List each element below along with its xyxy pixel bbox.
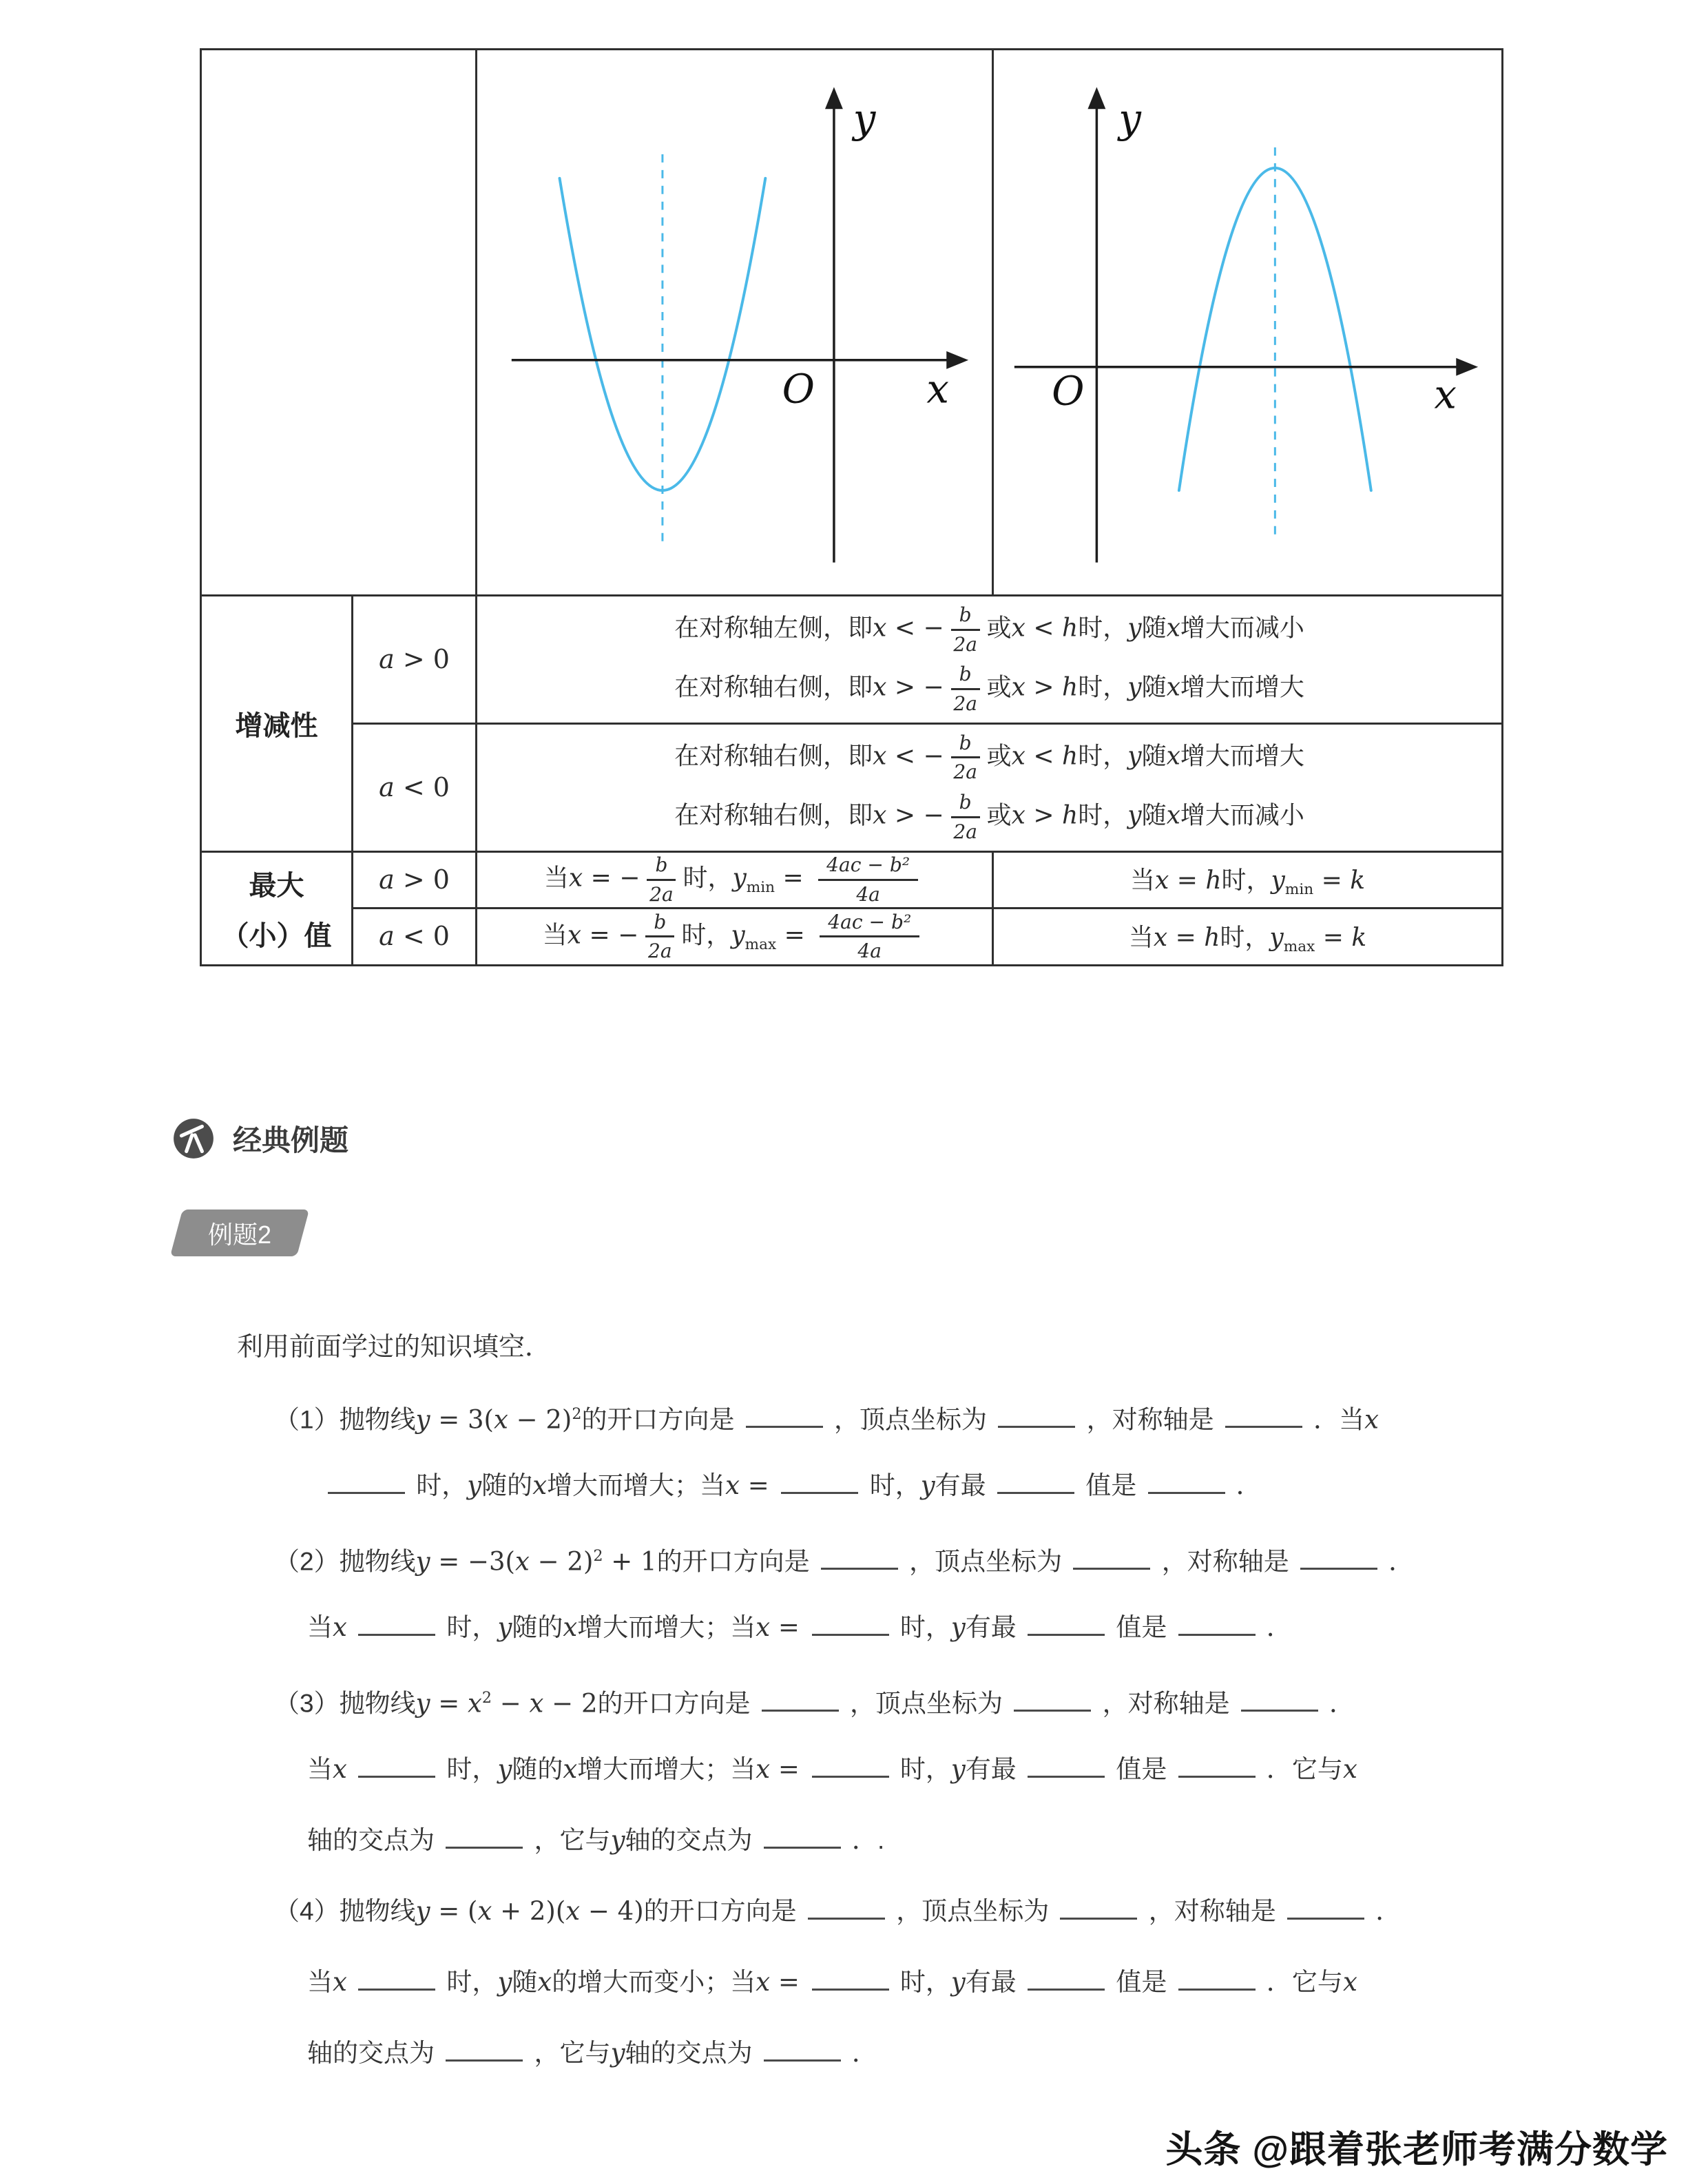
y-axis-label: y [853,95,876,143]
problem-2-line-1: （2）抛物线$y = -3(x - 2)^2 + 1$的开口方向是 ，顶点坐标为 ，对称轴是 ． [274,1546,1415,1577]
minimum-formula-general: 当x = − $\frac{b}{2a}$ 时，$y_{min}$ = $\frac{\text{4ac − b²}}{4a}$ [477,851,993,909]
origin-label: O [1052,367,1085,415]
y-axis-arrow [825,87,843,109]
row-label-extremum [201,851,353,965]
parabola-down-graph [994,50,1501,594]
section-header [171,1116,348,1161]
monotonicity-row-a-negative [201,723,1503,851]
condition-a-negative: a < 0 [353,723,477,851]
row-label-monotonicity: 增减性 [201,596,353,852]
monotonicity-line: 在对称轴左侧，即x < − $\frac{b}{2a}$ 或x < h时，y随x增大而减小 [674,603,1304,656]
x-axis-arrow [946,351,968,369]
problem-3-line-3: 轴的交点为 ，它与y轴的交点为 ．. [307,1825,885,1855]
problem-3-line-2: 当x 时，y随的x增大而增大；当x = 时，y有最 值是 ．它与x [307,1754,1357,1784]
problem-4-line-2: 当x 时，y随x的增大而变小；当x = 时，y有最 值是 ．它与x [307,1967,1357,1997]
extremum-row-a-negative [201,909,1503,966]
maximum-formula-general: 当x = − $\frac{b}{2a}$ 时，$y_{max}$ = $\frac{\text{4ac − b²}}{4a}$ [477,909,993,966]
problem-2-line-2: 当x 时，y随的x增大而增大；当x = 时，y有最 值是 ． [307,1612,1292,1642]
problem-3-line-1: （3）抛物线$y = x^2 - x - 2$的开口方向是 ，顶点坐标为 ，对称轴是 ． [274,1688,1355,1719]
extremum-row-a-positive [201,851,1503,909]
intro-text: 利用前面学过的知识填空． [237,1333,552,1362]
problem-1-line-1: （1）抛物线$y = 3(x - 2)^2$的开口方向是 ，顶点坐标为 ，对称轴是 ．当x [274,1404,1379,1435]
watermark: 头条 @跟着张老师考满分数学 [1165,2129,1668,2170]
extremum-label-bottom: （小）值 [221,920,332,951]
condition-a-positive: a > 0 [353,851,477,909]
maximum-formula-vertex: 当x = h时，$y_{max} = k$ [993,909,1503,966]
condition-a-negative: a < 0 [353,909,477,966]
parabola-up-graph [477,50,992,594]
graph-cell-a-negative [993,50,1503,596]
monotonicity-line: 在对称轴右侧，即x > − $\frac{b}{2a}$ 或x > h时，y随x增大而减小 [674,791,1304,843]
extremum-label-top: 最大 [249,870,304,901]
example-badge-label: 例题2 [207,1220,272,1249]
monotonicity-line: 在对称轴右侧，即x < − $\frac{b}{2a}$ 或x < h时，y随x增大而增大 [674,731,1304,784]
problem-1-line-2: 时，y随的x增大而增大；当x = 时，y有最 值是 ． [274,1450,1507,1521]
problem-4-line-3: 轴的交点为 ，它与y轴的交点为 ． [307,2038,878,2068]
empty-corner-cell [201,50,477,596]
monotonicity-line: 在对称轴右侧，即x > − $\frac{b}{2a}$ 或x > h时，y随x增大而增大 [674,663,1304,716]
graph-cell-a-positive [477,50,993,596]
x-axis-label: x [1434,371,1457,418]
x-axis-label: x [926,365,949,413]
parabola-properties-table [200,48,1503,966]
monotonicity-text-a-positive [477,596,1503,724]
monotonicity-text-a-negative [477,723,1503,851]
problem-4-line-1: （4）抛物线y = (x + 2)(x − 4)的开口方向是 ，顶点坐标为 ，对称轴是 ． [274,1896,1402,1926]
origin-label: O [782,365,815,413]
x-axis-arrow [1456,358,1478,376]
minimum-formula-vertex: 当x = h时，$y_{min} = k$ [993,851,1503,909]
problems-list [274,1379,1507,2088]
monotonicity-row-a-positive [201,596,1503,724]
section-title: 经典例题 [233,1124,349,1156]
y-axis-arrow [1087,87,1105,109]
graph-row [201,50,1503,596]
condition-a-positive: a > 0 [353,596,477,724]
y-axis-label: y [1118,95,1141,143]
example-badge [176,1210,303,1256]
telescope-icon [171,1116,216,1161]
